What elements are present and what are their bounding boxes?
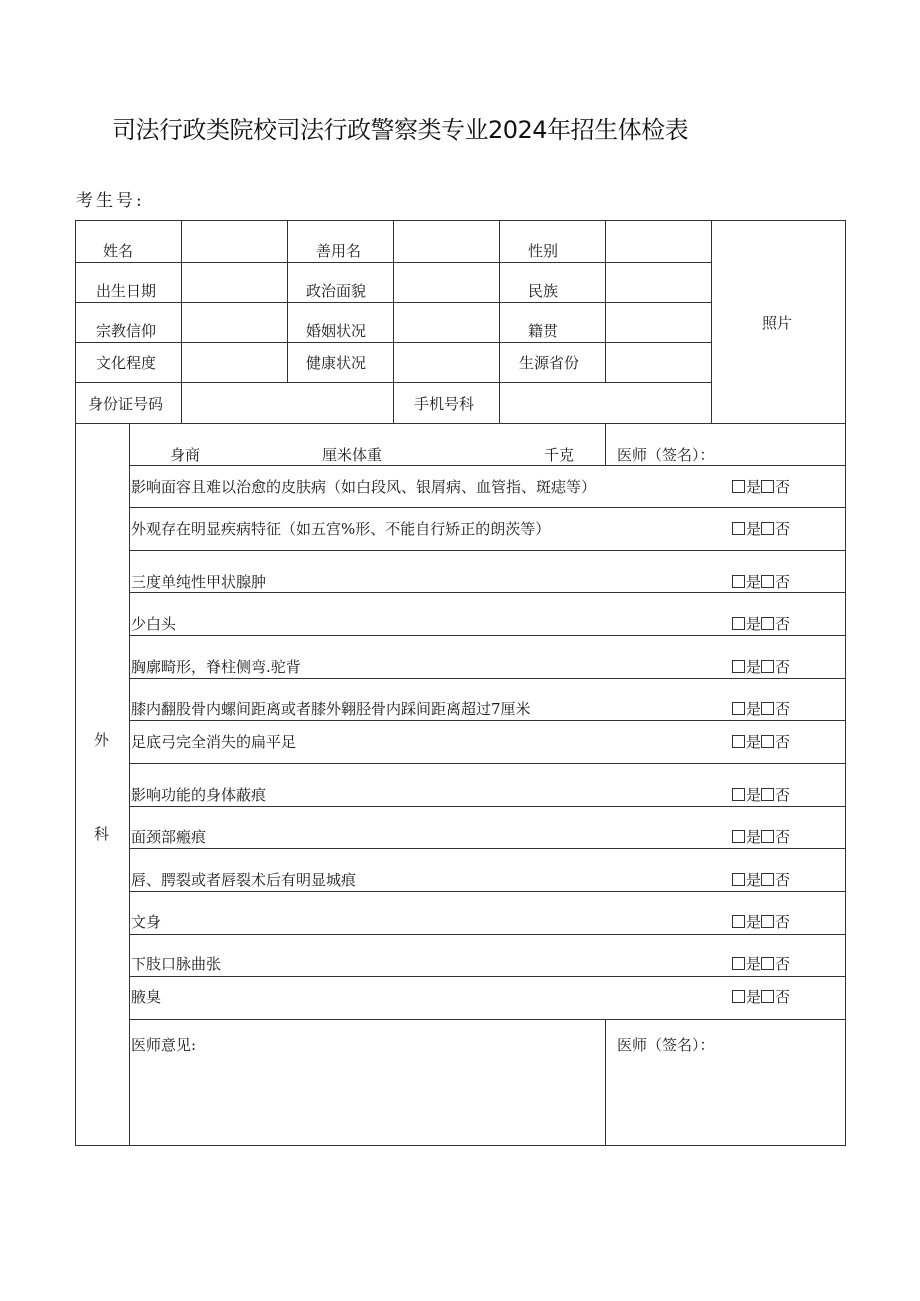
checkbox-icon[interactable] — [761, 575, 774, 588]
checkbox-icon[interactable] — [761, 735, 774, 748]
check-item: 唇、腭裂或者唇裂术后有明显城痕 — [131, 871, 357, 889]
check-item: 文身 — [131, 913, 162, 931]
height-unit-weight-label: 厘米体重 — [322, 446, 383, 464]
id-number-label: 身份证号码 — [88, 395, 164, 413]
check-item: 三度单纯性甲状腺肿 — [131, 573, 267, 591]
height-label: 身商 — [170, 446, 201, 464]
political-label: 政治面貌 — [306, 282, 367, 300]
yes-no-option[interactable]: 是 否 — [732, 478, 790, 496]
doctor-opinion-label: 医师意见: — [131, 1036, 197, 1054]
grid-line — [129, 507, 846, 508]
checkbox-icon[interactable] — [761, 788, 774, 801]
religion-label: 宗教信仰 — [96, 322, 157, 340]
checkbox-icon[interactable] — [761, 990, 774, 1003]
checkbox-icon[interactable] — [732, 990, 745, 1003]
grid-line — [129, 934, 846, 935]
checkbox-icon[interactable] — [732, 788, 745, 801]
grid-line — [129, 423, 130, 1146]
yes-no-option[interactable]: 是 否 — [732, 913, 790, 931]
grid-line — [129, 1019, 846, 1020]
doctor-signature-label: 医师（签名）： — [617, 446, 715, 464]
birth-date-label: 出生日期 — [96, 282, 157, 300]
check-item: 影响功能的身体蔽痕 — [131, 786, 267, 804]
checkbox-icon[interactable] — [732, 873, 745, 886]
checkbox-icon[interactable] — [732, 702, 745, 715]
check-item: 少白头 — [131, 615, 177, 633]
checkbox-icon[interactable] — [732, 617, 745, 630]
native-place-label: 籍贯 — [528, 322, 559, 340]
checkbox-icon[interactable] — [761, 617, 774, 630]
grid-line — [129, 720, 846, 721]
grid-line — [75, 423, 846, 424]
check-item: 膝内翻股骨内螺间距离或者膝外翱胫骨内踩间距离超过7厘米 — [131, 700, 531, 718]
yes-no-option[interactable]: 是 否 — [732, 955, 790, 973]
yes-no-option[interactable]: 是 否 — [732, 733, 790, 751]
check-item: 腋臭 — [131, 988, 162, 1006]
yes-no-option[interactable]: 是 否 — [732, 828, 790, 846]
checkbox-icon[interactable] — [761, 957, 774, 970]
checkbox-icon[interactable] — [732, 957, 745, 970]
surgery-section-label-1: 外 — [94, 731, 110, 749]
check-item: 胸廓畸形，脊柱侧弯.驼背 — [131, 658, 301, 676]
gender-label: 性别 — [528, 242, 559, 260]
check-item: 影响面容且难以治愈的皮肤病（如白段风、银屑病、血管指、斑痣等） — [131, 478, 597, 496]
checkbox-icon[interactable] — [732, 830, 745, 843]
grid-line — [605, 423, 606, 465]
check-item: 外观存在明显疾病特征（如五宫%形、不能自行矫正的朗茨等） — [131, 520, 551, 538]
grid-line — [129, 550, 846, 551]
exam-form-table — [75, 220, 846, 1146]
grid-line — [499, 220, 500, 423]
source-province-label: 生源省份 — [519, 354, 580, 372]
grid-line — [129, 806, 846, 807]
ethnicity-label: 民族 — [528, 282, 559, 300]
used-name-label: 善用名 — [316, 242, 362, 260]
grid-line — [287, 220, 288, 383]
photo-label: 照片 — [762, 314, 793, 332]
grid-line — [181, 220, 182, 423]
grid-line — [129, 678, 846, 679]
weight-unit-label: 千克 — [544, 446, 575, 464]
checkbox-icon[interactable] — [732, 575, 745, 588]
yes-no-option[interactable]: 是 否 — [732, 615, 790, 633]
yes-no-option[interactable]: 是 否 — [732, 988, 790, 1006]
checkbox-icon[interactable] — [761, 702, 774, 715]
grid-line — [129, 891, 846, 892]
check-item: 面颈部瘢痕 — [131, 828, 207, 846]
education-label: 文化程度 — [96, 354, 157, 372]
checkbox-icon[interactable] — [732, 522, 745, 535]
grid-line — [605, 1019, 606, 1146]
checkbox-icon[interactable] — [732, 480, 745, 493]
yes-no-option[interactable]: 是 否 — [732, 700, 790, 718]
name-label: 姓名 — [103, 242, 134, 260]
checkbox-icon[interactable] — [761, 830, 774, 843]
grid-line — [129, 848, 846, 849]
exam-number-label: 考生号: — [76, 191, 145, 211]
checkbox-icon[interactable] — [761, 480, 774, 493]
checkbox-icon[interactable] — [732, 660, 745, 673]
grid-line — [129, 465, 846, 466]
checkbox-icon[interactable] — [761, 915, 774, 928]
grid-line — [711, 220, 712, 423]
surgery-section-label-2: 科 — [94, 825, 110, 843]
grid-line — [393, 220, 394, 423]
marital-label: 婚姻状况 — [306, 322, 367, 340]
grid-line — [129, 635, 846, 636]
grid-line — [605, 220, 606, 383]
check-item: 足底弓完全消失的扁平足 — [131, 733, 297, 751]
yes-no-option[interactable]: 是 否 — [732, 786, 790, 804]
health-label: 健康状况 — [306, 354, 367, 372]
check-item: 下肢口脉曲张 — [131, 955, 222, 973]
yes-no-option[interactable]: 是 否 — [732, 573, 790, 591]
checkbox-icon[interactable] — [761, 660, 774, 673]
grid-line — [129, 592, 846, 593]
checkbox-icon[interactable] — [732, 915, 745, 928]
yes-no-option[interactable]: 是 否 — [732, 658, 790, 676]
form-title: 司法行政类院校司法行政警察类专业2024年招生体检表 — [112, 116, 689, 144]
checkbox-icon[interactable] — [761, 522, 774, 535]
grid-line — [129, 763, 846, 764]
phone-label: 手机号科 — [414, 395, 475, 413]
checkbox-icon[interactable] — [732, 735, 745, 748]
yes-no-option[interactable]: 是 否 — [732, 871, 790, 889]
grid-line — [129, 976, 846, 977]
checkbox-icon[interactable] — [761, 873, 774, 886]
doctor-signature-label-2: 医师（签名）： — [617, 1036, 715, 1054]
yes-no-option[interactable]: 是 否 — [732, 520, 790, 538]
